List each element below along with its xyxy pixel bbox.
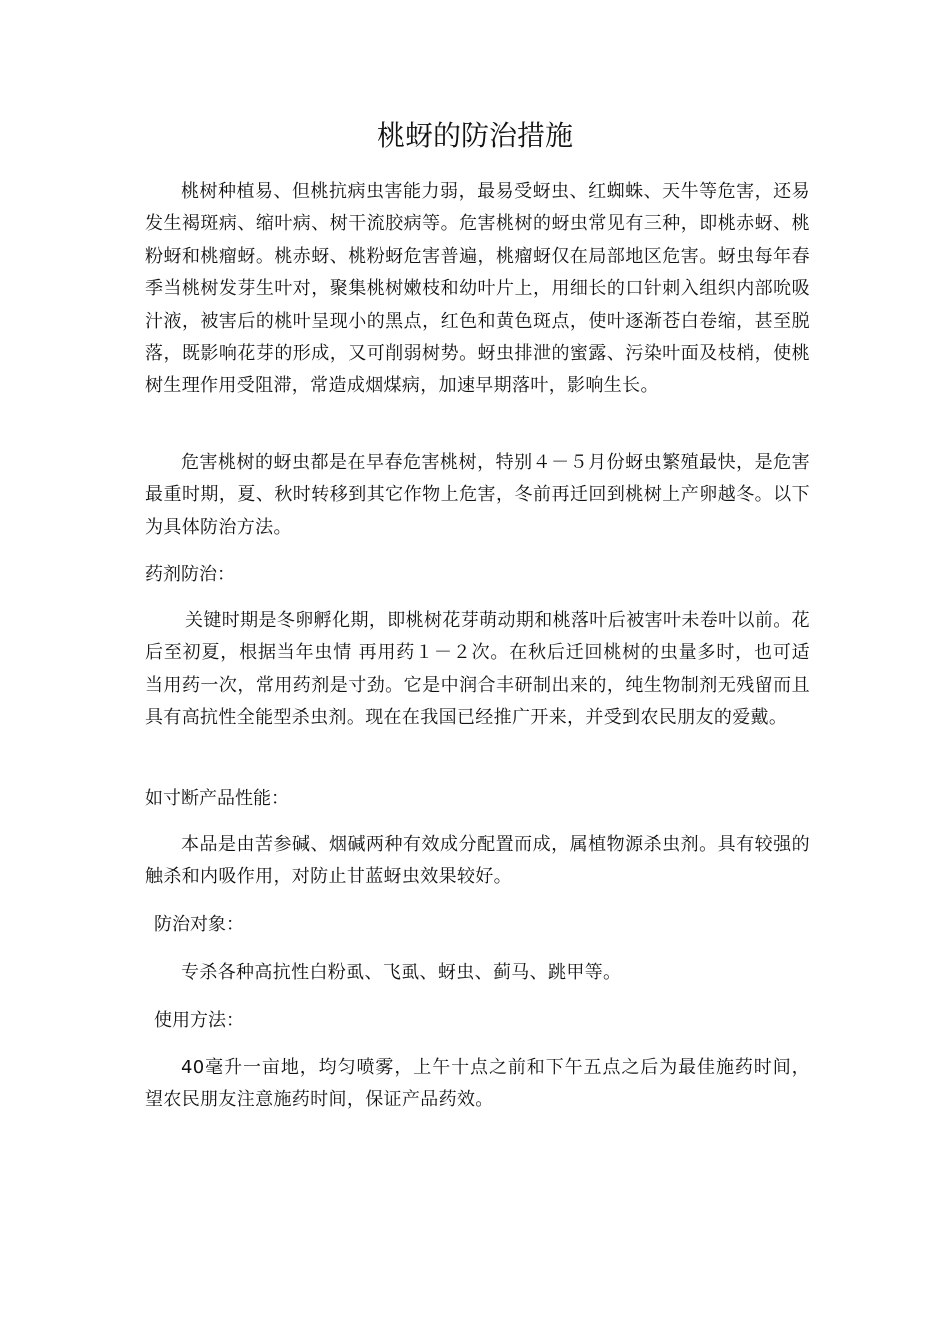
usage-method-heading: 使用方法： [154, 1010, 244, 1031]
usage-method-paragraph: 40毫升一亩地，均匀喷雾，上午十点之前和下午五点之后为最佳施药时间，望农民朋友注意施药时间，保证产品药效。 [145, 1057, 810, 1111]
control-target-paragraph: 专杀各种高抗性白粉虱、飞虱、蚜虫、蓟马、跳甲等。 [181, 962, 622, 983]
document-title: 桃蚜的防治措施 [376, 119, 573, 152]
control-target-heading: 防治对象： [154, 914, 244, 935]
intro-paragraph: 桃树种植易、但桃抗病虫害能力弱，最易受蚜虫、红蜘蛛、天牛等危害，还易发生褐斑病、缩叶病、树干流胶病等。危害桃树的蚜虫常见有三种，即桃赤蚜、桃粉蚜和桃瘤蚜。桃赤蚜、桃粉蚜危害普遍，桃瘤蚜仅在局部地区危害。蚜虫每年春季当桃树发芽生叶对，聚集桃树嫩枝和幼叶片上，用细长的口针刺入组织内部吮吸汁液，被害后的桃叶呈现小的黑点，红色和黄色斑点，使叶逐渐苍白卷缩，甚至脱落，既影响花芽的形成，又可削弱树势。蚜虫排泄的蜜露、污染叶面及枝梢，使桃树生理作用受阻滞，常造成烟煤病，加速早期落叶，影响生长。 [145, 181, 810, 397]
chemical-control-heading: 药剂防治： [145, 564, 235, 585]
chemical-control-paragraph: 关键时期是冬卵孵化期，即桃树花芽萌动期和桃落叶后被害叶未卷叶以前。花后至初夏，根据当年虫情 再用药１－２次。在秋后迁回桃树的虫量多时，也可适当用药一次，常用药剂是寸劲。它是中润合丰研制出来的，纯生物制剂无残留而且具有高抗性全能型杀虫剂。现在在我国已经推广开来，并受到农民朋友的爱戴。 [145, 610, 810, 729]
product-performance-heading: 如寸断产品性能： [145, 788, 289, 809]
product-performance-paragraph: 本品是由苦参碱、烟碱两种有效成分配置而成，属植物源杀虫剂。具有较强的触杀和内吸作用，对防止甘蓝蚜虫效果较好。 [145, 834, 810, 888]
timing-paragraph: 危害桃树的蚜虫都是在早春危害桃树，特别４－５月份蚜虫繁殖最快，是危害最重时期，夏、秋时转移到其它作物上危害，冬前再迁回到桃树上产卵越冬。以下为具体防治方法。 [145, 452, 810, 538]
